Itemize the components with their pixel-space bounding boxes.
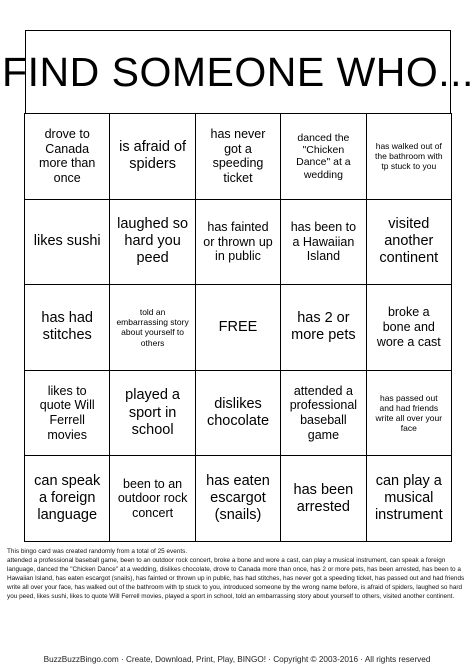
bingo-cell: has walked out of the bathroom with tp stuck to you <box>367 114 452 200</box>
bingo-cell: has been to a Hawaiian Island <box>281 200 366 286</box>
bingo-cell: has never got a speeding ticket <box>196 114 281 200</box>
bingo-cell: broke a bone and wore a cast <box>367 285 452 371</box>
footnote-intro: This bingo card was created randomly from a total of 25 events. <box>7 548 188 555</box>
bingo-cell: visited another continent <box>367 200 452 286</box>
bingo-cell: been to an outdoor rock concert <box>110 456 195 542</box>
bingo-cell: has eaten escargot (snails) <box>196 456 281 542</box>
bingo-cell: drove to Canada more than once <box>25 114 110 200</box>
bingo-cell: can speak a foreign language <box>25 456 110 542</box>
bingo-grid <box>24 113 452 542</box>
bingo-cell: has had stitches <box>25 285 110 371</box>
event-list-note <box>7 547 469 602</box>
bingo-cell: has fainted or thrown up in public <box>196 200 281 286</box>
bingo-cell: can play a musical instrument <box>367 456 452 542</box>
free-space: FREE <box>196 285 281 371</box>
bingo-card <box>2 8 474 542</box>
bingo-cell: attended a professional baseball game <box>281 371 366 457</box>
bingo-cell: danced the "Chicken Dance" at a wedding <box>281 114 366 200</box>
bingo-cell: dislikes chocolate <box>196 371 281 457</box>
bingo-cell: likes sushi <box>25 200 110 286</box>
title-box <box>2 30 474 114</box>
bingo-cell: has passed out and had friends write all over your face <box>367 371 452 457</box>
page-title: FIND SOMEONE WHO... <box>2 48 474 95</box>
bingo-cell: played a sport in school <box>110 371 195 457</box>
site-footer: BuzzBuzzBingo.com · Create, Download, Print, Play, BINGO! · Copyright © 2003-2016 · All rights reserved <box>43 655 431 664</box>
bingo-cell: likes to quote Will Ferrell movies <box>25 371 110 457</box>
bingo-cell: has been arrested <box>281 456 366 542</box>
bingo-cell: told an embarrassing story about yourself to others <box>110 285 195 371</box>
bingo-cell: laughed so hard you peed <box>110 200 195 286</box>
bingo-cell: is afraid of spiders <box>110 114 195 200</box>
footnote-events: attended a professional baseball game, been to an outdoor rock concert, broke a bone and wore a cast, can play a musical instrument, can speak a foreign language, danced the "Chicken Dance" at a wedding, dislikes chocolate, drove to Canada more than once, has 2 or more pets, has been arrested, has been to a Hawaiian Island, has eaten escargot (snails), has fainted or thrown up in public, has had stitches, has never got a speeding ticket, has passed out and had friends write all over your face, has walked out of the bathroom with tp stuck to you, introduced someone by the wrong name before, is afraid of spiders, laughed so hard you peed, likes sushi, likes to quote Will Ferrell movies, played a sport in school, told an embarrassing story about yourself to others, visited another continent. <box>7 557 465 601</box>
bingo-cell: has 2 or more pets <box>281 285 366 371</box>
